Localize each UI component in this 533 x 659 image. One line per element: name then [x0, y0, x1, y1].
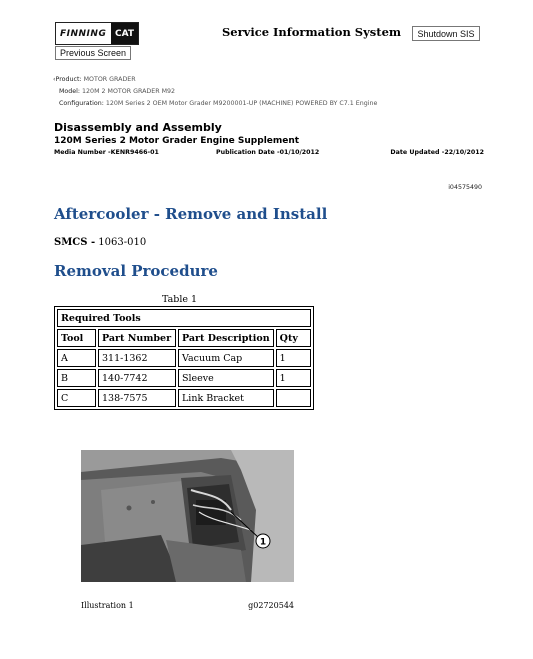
table-cell: Link Bracket	[178, 389, 274, 407]
illustration-label: Illustration 1	[81, 601, 134, 610]
configuration-value[interactable]: 120M Series 2 OEM Motor Grader M9200001-UP (MACHINE) POWERED BY C7.1 Engine	[105, 100, 378, 107]
logo-text: FINNING	[60, 28, 107, 39]
previous-screen-button[interactable]: Previous Screen	[55, 46, 131, 60]
system-title: Service Information System	[222, 25, 402, 39]
table-cell: B	[57, 369, 96, 387]
table-cell: Vacuum Cap	[178, 349, 274, 367]
breadcrumb-product	[53, 74, 377, 86]
table-caption: Table 1	[162, 294, 198, 305]
table-cell: 140-7742	[98, 369, 176, 387]
table-cell: 311-1362	[98, 349, 176, 367]
publication-date: Publication Date -01/10/2012	[216, 149, 320, 156]
product-value[interactable]: MOTOR GRADER	[83, 76, 136, 83]
column-header: Part Description	[178, 329, 274, 347]
table-cell: 1	[276, 349, 311, 367]
column-header: Qty	[276, 329, 311, 347]
table-row	[57, 369, 311, 387]
table-cell	[276, 389, 311, 407]
table-header-row	[57, 329, 311, 347]
cat-badge: CAT	[111, 23, 138, 44]
smcs-label: SMCS -	[54, 237, 96, 248]
product-label: Product:	[55, 76, 82, 83]
document-id: i04575490	[448, 184, 482, 191]
document-subtitle: 120M Series 2 Motor Grader Engine Supplement	[54, 136, 300, 146]
callout-number: 1	[259, 537, 267, 548]
media-number: Media Number -KENR9466-01	[54, 149, 159, 156]
table-cell: 1	[276, 369, 311, 387]
shutdown-sis-button[interactable]: Shutdown SIS	[412, 26, 480, 41]
finning-cat-logo	[55, 22, 139, 45]
section-heading: Removal Procedure	[54, 262, 218, 280]
model-label: Model:	[59, 88, 81, 95]
table-cell: Sleeve	[178, 369, 274, 387]
page-title: Aftercooler - Remove and Install	[54, 205, 328, 223]
illustration-photo	[81, 450, 294, 582]
breadcrumb	[53, 74, 377, 110]
table-cell: 138-7575	[98, 389, 176, 407]
date-updated: Date Updated -22/10/2012	[390, 149, 484, 156]
document-meta	[54, 149, 484, 159]
column-header: Tool	[57, 329, 96, 347]
table-row	[57, 389, 311, 407]
configuration-label: Configuration:	[59, 100, 104, 107]
required-tools-table	[54, 306, 314, 410]
breadcrumb-configuration	[53, 98, 377, 110]
column-header: Part Number	[98, 329, 176, 347]
document-title: Disassembly and Assembly	[54, 121, 222, 134]
table-title: Required Tools	[57, 309, 311, 327]
illustration-id: g02720544	[248, 601, 294, 610]
aftercooler-photo	[81, 450, 294, 582]
table-row	[57, 349, 311, 367]
top-bar	[55, 22, 483, 68]
model-value[interactable]: 120M 2 MOTOR GRADER M92	[82, 88, 176, 95]
table-title-row	[57, 309, 311, 327]
smcs-code	[54, 237, 146, 248]
back-arrow-icon[interactable]: ‹	[53, 76, 56, 83]
breadcrumb-model	[53, 86, 377, 98]
smcs-value: 1063-010	[98, 237, 147, 248]
table-cell: C	[57, 389, 96, 407]
table-cell: A	[57, 349, 96, 367]
